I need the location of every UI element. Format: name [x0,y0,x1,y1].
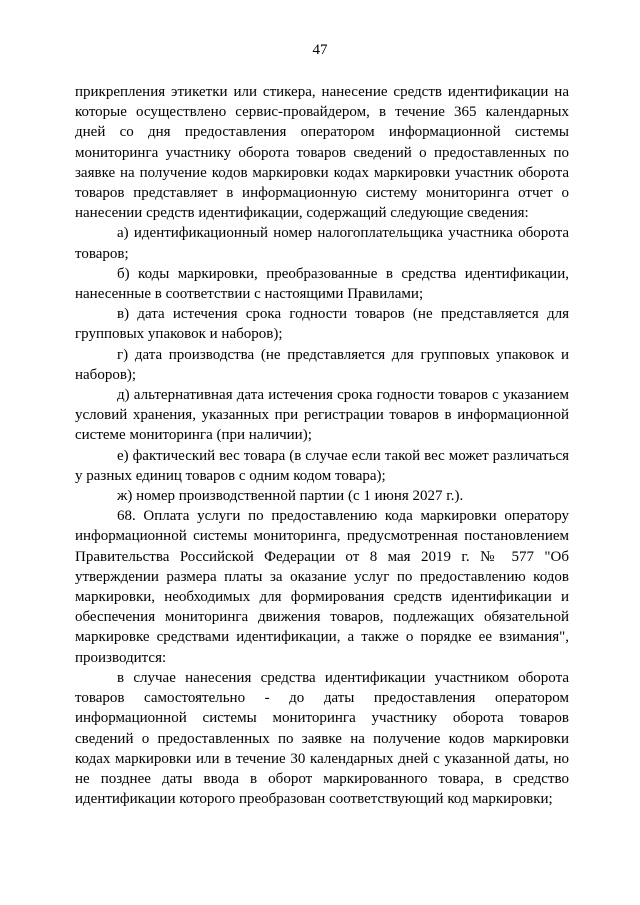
page-number: 47 [312,42,328,58]
list-item-a: а) идентификационный номер налогоплательщика участника оборота товаров; [75,225,569,262]
list-item-zh: ж) номер производственной партии (с 1 июня 2027 г.). [117,488,464,505]
list-item-d: д) альтернативная дата истечения срока годности товаров с указанием условий хранения, указанных при регистрации товаров в информационной системе мониторинга (при наличии); [75,387,569,444]
document-body [75,82,569,809]
paragraph-report-intro: прикрепления этикетки или стикера, нанесение средств идентификации на которые осуществлено сервис-провайдером, в течение 365 календарных дней со дня предоставления оператором информационной системы мониторинга участнику оборота товаров сведений о предоставленных по заявке на получение кодов маркировки кодах маркировки участник оборота товаров представляет в информационную систему мониторинга отчет о нанесении средств идентификации, содержащий следующие сведения: [75,84,569,222]
list-item-e: е) фактический вес товара (в случае если такой вес может различаться у разных единиц товаров с одним кодом товара); [75,447,569,484]
list-item-v: в) дата истечения срока годности товаров (не представляется для групповых упаковок и наборов); [75,306,569,343]
list-item-b: б) коды маркировки, преобразованные в средства идентификации, нанесенные в соответствии с настоящими Правилами; [75,265,569,303]
clause-68-case-self-applied: в случае нанесения средства идентификации участником оборота товаров самостоятельно - до даты предоставления оператором информационной системы мониторинга участнику оборота товаров сведений о предоставленных по заявке на получение кодов маркировки кодах маркировки или в течение 30 календарных дней с указанной даты, но не позднее даты ввода в оборот маркированного товара, в средство идентификации которого преобразован соответствующий код маркировки; [75,669,569,808]
list-item-g: г) дата производства (не представляется для групповых упаковок и наборов); [75,346,569,383]
clause-68: 68. Оплата услуги по предоставлению кода маркировки оператору информационной системы мониторинга, предусмотренная постановлением Правительства Российской Федерации от 8 мая 2019 г. № 577 "Об утверждении размера платы за оказание услуг по предоставлению кодов маркировки, необходимых для формирования средств идентификации и обеспечения мониторинга движения товаров, подлежащих обязательной маркировке средствами идентификации, а также о порядке ее взимания", производится: [75,508,569,666]
